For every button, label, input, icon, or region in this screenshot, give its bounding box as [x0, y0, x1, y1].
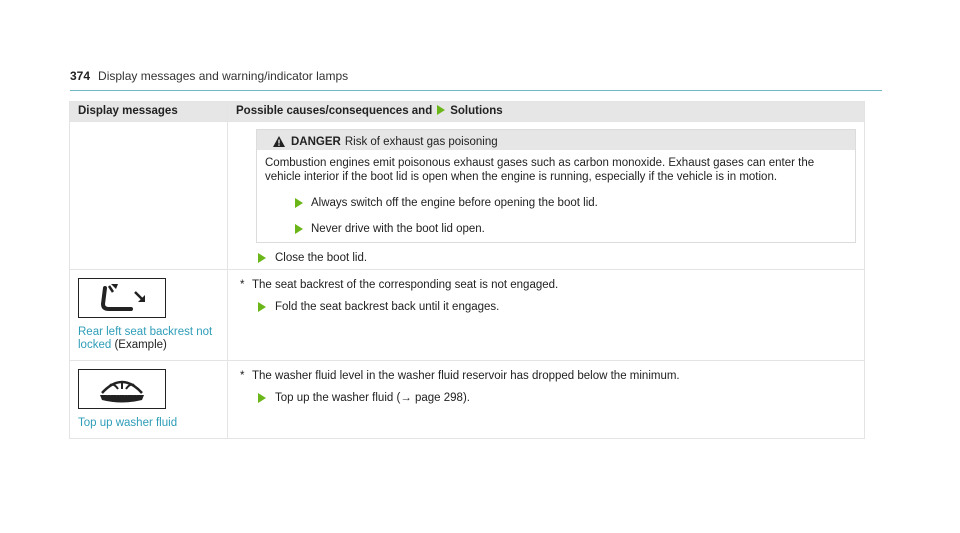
page-number: 374 — [70, 69, 91, 83]
arrow-icon — [295, 198, 303, 208]
danger-header — [257, 130, 855, 150]
message-label: Rear left seat backrest not locked — [78, 326, 213, 351]
seat-backrest-glyph-icon — [91, 282, 153, 314]
danger-step-text: Never drive with the boot lid open. — [311, 223, 485, 235]
danger-subtitle: Risk of exhaust gas poisoning — [344, 135, 498, 148]
cause-marker: * — [240, 279, 245, 291]
table-row — [70, 122, 865, 270]
danger-step — [265, 196, 847, 210]
table-row — [70, 270, 865, 361]
danger-title: DANGER — [291, 135, 341, 148]
header-causes-solutions — [228, 102, 865, 122]
solution-text: Top up the washer fluid (→ page 298). — [275, 392, 470, 404]
header-display-messages: Display messages — [70, 102, 228, 122]
warning-triangle-icon — [273, 136, 285, 147]
solution-step — [228, 292, 864, 314]
causes-cell — [228, 361, 865, 439]
cause-item — [228, 361, 864, 383]
washer-fluid-icon — [78, 369, 166, 409]
arrow-icon — [437, 105, 445, 115]
page-header — [70, 69, 882, 91]
solution-text: Close the boot lid. — [275, 252, 368, 264]
solutions-cell — [228, 122, 865, 270]
danger-body — [257, 150, 855, 242]
danger-step — [265, 222, 847, 236]
message-cell — [70, 270, 228, 361]
arrow-icon — [258, 302, 266, 312]
cause-marker: * — [240, 370, 245, 382]
danger-text: Combustion engines emit poisonous exhaust gases such as carbon monoxide. Exhaust gases can enter the vehicle interior if the boot lid is open when the engine is running, especially if the vehicle is in motion. — [265, 157, 815, 183]
cause-text: The seat backrest of the corresponding seat is not engaged. — [252, 279, 559, 291]
message-cell — [70, 361, 228, 439]
message-label-suffix: (Example) — [114, 339, 167, 351]
solution-step — [228, 383, 864, 405]
header-solutions-label: Solutions — [450, 105, 503, 117]
seat-backrest-icon — [78, 278, 166, 318]
page-heading: Display messages and warning/indicator lamps — [98, 69, 349, 83]
cause-item — [228, 270, 864, 292]
display-messages-table — [69, 101, 865, 439]
solution-text: Fold the seat backrest back until it engages. — [275, 301, 500, 313]
message-label: Top up washer fluid — [78, 417, 178, 429]
arrow-icon — [258, 393, 266, 403]
arrow-icon — [258, 253, 266, 263]
danger-step-text: Always switch off the engine before opening the boot lid. — [311, 197, 598, 209]
table-row — [70, 361, 865, 439]
solution-step — [228, 243, 864, 269]
header-causes-label: Possible causes/consequences and — [236, 105, 433, 117]
arrow-icon — [295, 224, 303, 234]
empty-message-cell — [70, 122, 228, 270]
causes-cell — [228, 270, 865, 361]
washer-fluid-glyph-icon — [96, 373, 148, 405]
danger-box — [256, 129, 856, 243]
cause-text: The washer fluid level in the washer fluid reservoir has dropped below the minimum. — [252, 370, 680, 382]
